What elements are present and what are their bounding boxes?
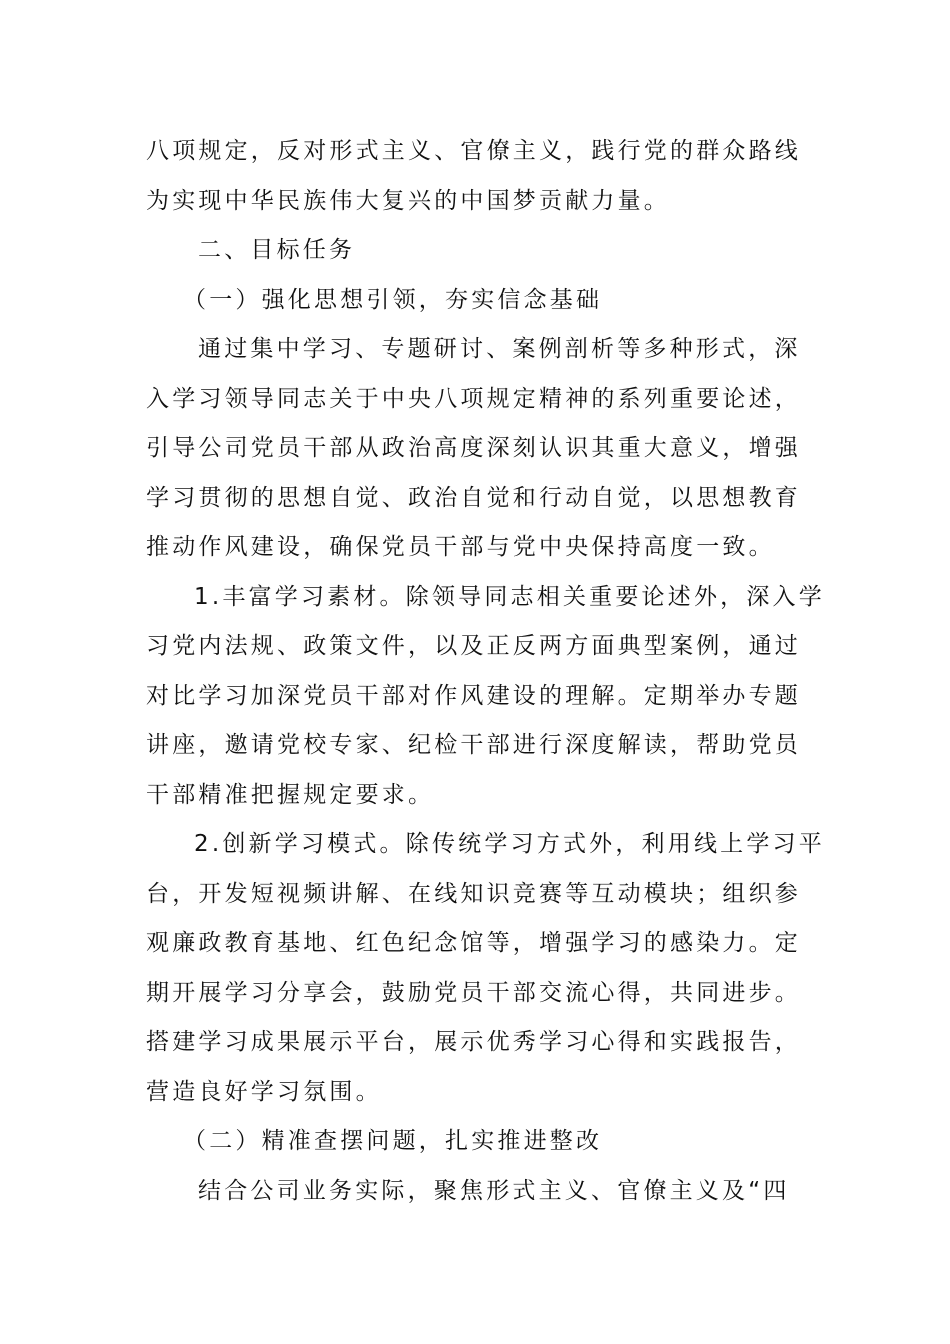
list-item-1-first-line: 1.丰富学习素材。除领导同志相关重要论述外，深入学 bbox=[194, 583, 825, 610]
body-line: 推动作风建设，确保党员干部与党中央保持高度一致。 bbox=[146, 534, 775, 560]
body-line: 学习贯彻的思想自觉、政治自觉和行动自觉，以思想教育 bbox=[146, 484, 801, 511]
body-line: 入学习领导同志关于中央八项规定精神的系列重要论述， bbox=[146, 385, 801, 412]
subsection-heading: （二）精准查摆问题，扎实推进整改 bbox=[183, 1128, 603, 1154]
subsection-heading: （一）强化思想引领，夯实信念基础 bbox=[183, 286, 603, 313]
body-line: 为实现中华民族伟大复兴的中国梦贡献力量。 bbox=[146, 187, 670, 214]
body-line: 台，开发短视频讲解、在线知识竞赛等互动模块；组织参 bbox=[146, 880, 801, 907]
body-line: 观廉政教育基地、红色纪念馆等，增强学习的感染力。定 bbox=[146, 930, 801, 956]
document-body bbox=[146, 127, 825, 1216]
paragraph-first-line: 结合公司业务实际，聚焦形式主义、官僚主义及“四 bbox=[198, 1177, 790, 1204]
body-line: 搭建学习成果展示平台，展示优秀学习心得和实践报告， bbox=[146, 1029, 801, 1055]
list-item-2-first-line: 2.创新学习模式。除传统学习方式外，利用线上学习平 bbox=[194, 831, 825, 857]
body-line: 习党内法规、政策文件，以及正反两方面典型案例，通过 bbox=[146, 633, 801, 659]
body-line: 引导公司党员干部从政治高度深刻认识其重大意义，增强 bbox=[146, 435, 801, 461]
body-line: 干部精准把握规定要求。 bbox=[146, 781, 435, 808]
body-line: 八项规定，反对形式主义、官僚主义，践行党的群众路线 bbox=[146, 138, 801, 164]
body-line: 期开展学习分享会，鼓励党员干部交流心得，共同进步。 bbox=[146, 979, 801, 1006]
paragraph-first-line: 通过集中学习、专题研讨、案例剖析等多种形式，深 bbox=[198, 336, 801, 362]
body-line: 对比学习加深党员干部对作风建设的理解。定期举办专题 bbox=[146, 682, 801, 709]
section-heading: 二、目标任务 bbox=[198, 237, 356, 263]
body-line: 营造良好学习氛围。 bbox=[146, 1078, 382, 1105]
body-line: 讲座，邀请党校专家、纪检干部进行深度解读，帮助党员 bbox=[146, 732, 801, 758]
